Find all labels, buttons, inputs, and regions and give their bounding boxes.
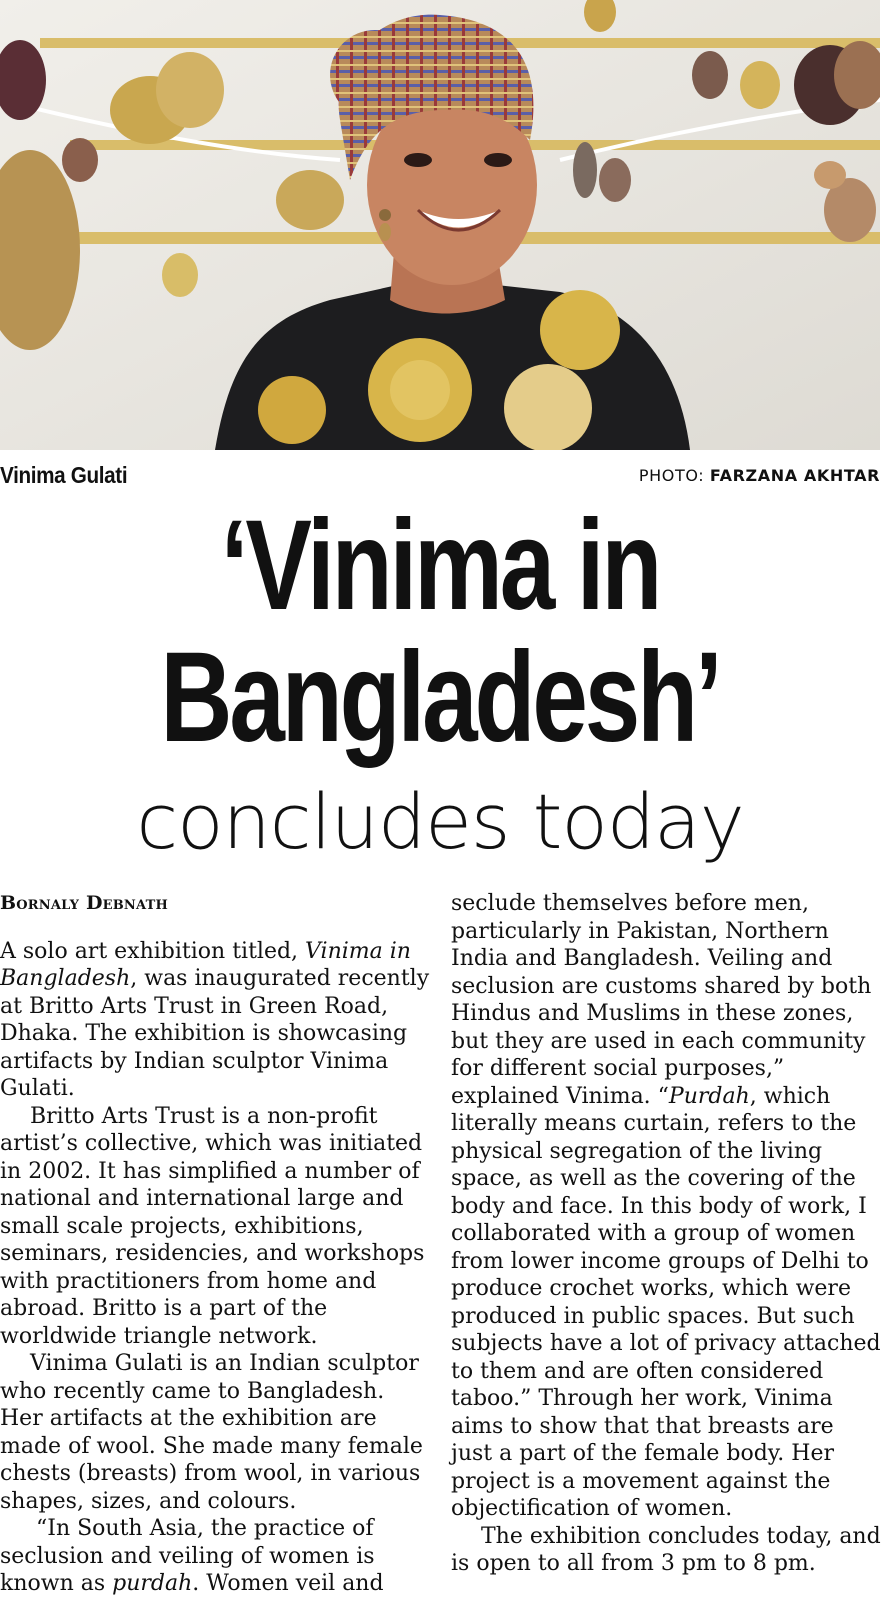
caption-subject-name: Vinima Gulati: [0, 462, 128, 488]
headline-line-2: Bangladesh’: [160, 626, 720, 769]
photo-credit: [639, 466, 880, 485]
paragraph-4-text-a: “In South Asia, the practice of seclusion and veiling of women is known as: [0, 1516, 375, 1596]
paragraph-5: [451, 890, 881, 1523]
article-photo: [0, 0, 880, 450]
article-column-left: [0, 890, 430, 1598]
headline-subtitle: concludes today: [136, 777, 744, 866]
paragraph-5-text-b: , which literally means curtain, refers to the physical segregation of the living space, as well as the covering of the body and face. In this body of work, I collaborated with a group of women from lower income groups of Delhi to produce crochet works, which were produced in public spaces. But such subjects have a lot of privacy attached to them and are often considered taboo.” Through her work, Vinima aims to show that that breasts are just a part of the female body. Her project is a movement against the objectification of women.: [451, 1083, 881, 1521]
photo-caption: [0, 462, 880, 492]
photo-credit-label: PHOTO:: [638, 466, 705, 485]
paragraph-4: [0, 1515, 430, 1598]
photo-credit-name: FARZANA AKHTAR: [709, 466, 880, 485]
paragraph-5-text-a: seclude themselves before men, particularly in Pakistan, Northern India and Bangladesh. Veiling and seclusion are customs shared by both Hindus and Muslims in these zones, but they are used in each community for different social purposes,” explained Vinima. “: [451, 891, 872, 1109]
paragraph-1-text-a: A solo art exhibition titled,: [0, 938, 306, 964]
headline-block: [0, 494, 880, 866]
exhibition-title: Vinima in Bangladesh: [0, 938, 411, 991]
paragraph-4-text-b: . Women veil and: [192, 1571, 384, 1596]
purdah-term-quote: Purdah: [668, 1083, 750, 1109]
headline-title: [97, 494, 783, 769]
paragraph-6: The exhibition concludes today, and is open to all from 3 pm to 8 pm.: [451, 1523, 881, 1576]
purdah-term: purdah: [112, 1571, 193, 1596]
article-column-right: [451, 890, 881, 1578]
paragraph-1: [0, 938, 430, 1103]
portrait-image: [0, 0, 880, 450]
byline: Bornaly Debnath: [0, 892, 168, 914]
paragraph-1-text-b: , was inaugurated recently at Britto Arts Trust in Green Road, Dhaka. The exhibition is showcasing artifacts by Indian sculptor Vinima Gulati.: [0, 966, 430, 1101]
headline-line-1: ‘Vinima in: [220, 494, 660, 637]
paragraph-2: Britto Arts Trust is a non-profit artist’s collective, which was initiated in 2002. It has simplified a number of national and international large and small scale projects, exhibitions, seminars, residencies, and workshops with practitioners from home and abroad. Britto is a part of the worldwide triangle network.: [0, 1103, 425, 1349]
paragraph-3: Vinima Gulati is an Indian sculptor who recently came to Bangladesh. Her artifacts at the exhibition are made of wool. She made many female chests (breasts) from wool, in various shapes, sizes, and colours.: [0, 1351, 423, 1514]
